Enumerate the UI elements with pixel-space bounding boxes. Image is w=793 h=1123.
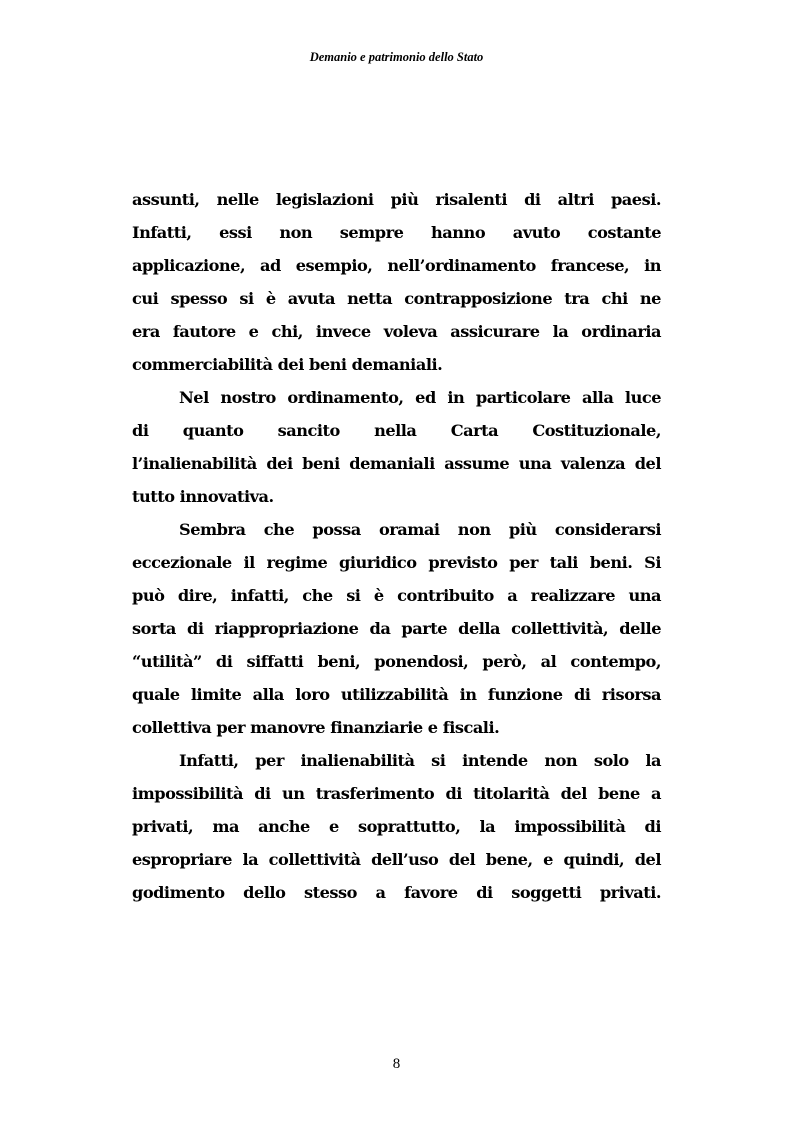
page-number: 8 <box>392 1056 401 1072</box>
text-line: era fautore e chi, invece voleva assicurare la ordinaria <box>132 322 661 341</box>
paragraph-3 <box>132 513 661 744</box>
text-line: l’inalienabilità dei beni demaniali assume una valenza del <box>132 454 661 473</box>
text-line: tutto innovativa. <box>132 487 274 506</box>
text-line: espropriare la collettività dell’uso del bene, e quindi, del <box>132 850 661 869</box>
paragraph-2 <box>132 381 661 513</box>
text-line: di quanto sancito nella Carta Costituzionale, <box>132 421 661 440</box>
text-line: godimento dello stesso a favore di soggetti privati. <box>132 883 661 902</box>
text-line: eccezionale il regime giuridico previsto per tali beni. Si <box>132 553 661 572</box>
text-line: Infatti, per inalienabilità si intende non solo la <box>179 751 661 770</box>
text-line: cui spesso si è avuta netta contrapposizione tra chi ne <box>132 289 661 308</box>
text-line: applicazione, ad esempio, nell’ordinamento francese, in <box>132 256 661 275</box>
paragraph-4 <box>132 744 661 909</box>
text-line: impossibilità di un trasferimento di titolarità del bene a <box>132 784 661 803</box>
text-line: Sembra che possa oramai non più considerarsi <box>179 520 661 539</box>
text-line: Nel nostro ordinamento, ed in particolare alla luce <box>179 388 661 407</box>
body-text <box>132 183 661 909</box>
text-line: Infatti, essi non sempre hanno avuto costante <box>132 223 661 242</box>
text-line: sorta di riappropriazione da parte della collettività, delle <box>132 619 661 638</box>
text-line: quale limite alla loro utilizzabilità in funzione di risorsa <box>132 685 661 704</box>
text-line: commerciabilità dei beni demaniali. <box>132 355 443 374</box>
text-line: “utilità” di siffatti beni, ponendosi, però, al contempo, <box>132 652 661 671</box>
text-line: collettiva per manovre finanziarie e fiscali. <box>132 718 500 737</box>
text-line: privati, ma anche e soprattutto, la impossibilità di <box>132 817 661 836</box>
running-header: Demanio e patrimonio dello Stato <box>309 50 484 64</box>
text-line: assunti, nelle legislazioni più risalenti di altri paesi. <box>132 190 661 209</box>
text-line: può dire, infatti, che si è contribuito a realizzare una <box>132 586 661 605</box>
paragraph-1 <box>132 183 661 381</box>
